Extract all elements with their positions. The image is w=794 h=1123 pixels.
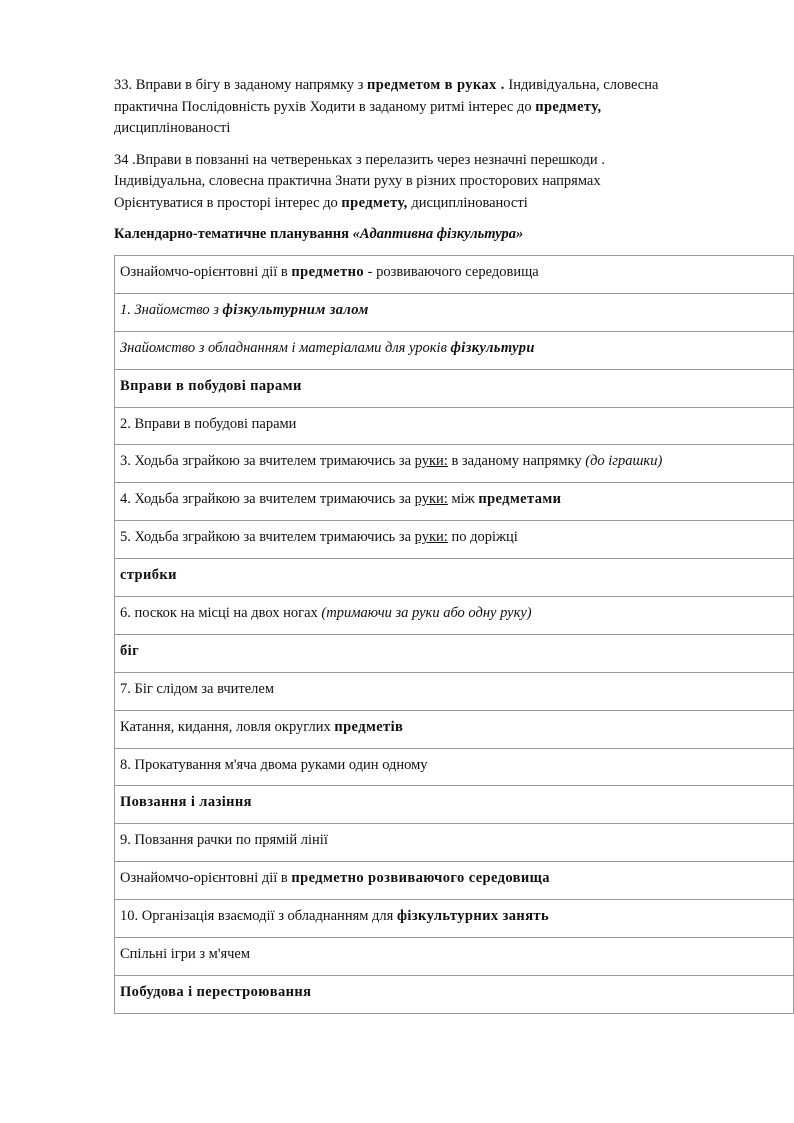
table-row: [115, 938, 794, 976]
table-cell: 3. Ходьба зграйкою за вчителем тримаючись за руки: в заданому напрямку (до іграшки): [115, 445, 794, 483]
table-row: [115, 672, 794, 710]
table-row: [115, 445, 794, 483]
bold-text: предметом в руках .: [366, 77, 505, 93]
text: практична Послідовність рухів Ходити в заданому ритмі інтерес до: [114, 98, 536, 115]
bold-text: предмету,: [341, 194, 408, 211]
table-row: [115, 369, 794, 407]
table-row: [115, 293, 794, 331]
table-row: [115, 634, 794, 672]
table-cell: 4. Ходьба зграйкою за вчителем тримаючись за руки: між предметами: [115, 483, 794, 521]
table-row: [115, 559, 794, 597]
table-row: [115, 521, 794, 559]
paragraph-33: [114, 75, 702, 140]
table-row: [115, 331, 794, 369]
table-row: [115, 256, 794, 294]
table-row: [115, 748, 794, 786]
text: дисциплінованості: [407, 194, 528, 211]
table-cell: 8. Прокатування м'яча двома руками один одному: [115, 748, 794, 786]
table-cell: 1. Знайомство з фізкультурним залом: [115, 293, 794, 331]
text: дисциплінованості: [114, 120, 231, 136]
table-row: [115, 975, 794, 1013]
section-heading: [114, 224, 702, 244]
table-row: [115, 597, 794, 635]
table-cell: Спільні ігри з м'ячем: [115, 938, 794, 976]
table-cell: 6. поскок на місці на двох ногах (тримаючи за руки або одну руку): [115, 597, 794, 635]
table-cell: Побудова і перестроювання: [115, 975, 794, 1013]
table-cell: Ознайомчо-орієнтовні дії в предметно - розвиваючого середовища: [115, 256, 794, 294]
table-row: [115, 710, 794, 748]
text: 34 .Вправи в повзанні на четвереньках з перелазить через незначні перешкоди .: [114, 151, 605, 168]
table-row: [115, 824, 794, 862]
table-cell: 7. Біг слідом за вчителем: [115, 672, 794, 710]
paragraph-34: [114, 150, 702, 215]
table-cell: 5. Ходьба зграйкою за вчителем тримаючись за руки: по доріжці: [115, 521, 794, 559]
table-cell: біг: [115, 634, 794, 672]
intro-text: [114, 75, 702, 256]
table-cell: 10. Організація взаємодії з обладнанням для фізкультурних занять: [115, 900, 794, 938]
text: 33. Вправи в бігу в заданому напрямку з: [114, 77, 367, 93]
text: Індивідуальна, словесна: [504, 77, 659, 93]
table-row: [115, 900, 794, 938]
table-cell: Ознайомчо-орієнтовні дії в предметно розвиваючого середовища: [115, 862, 794, 900]
heading-text: Календарно-тематичне планування: [114, 226, 353, 242]
table-cell: 2. Вправи в побудові парами: [115, 407, 794, 445]
table-row: [115, 483, 794, 521]
table-cell: Повзання і лазіння: [115, 786, 794, 824]
text: Індивідуальна, словесна практична Знати руху в різних просторових напрямах: [114, 173, 601, 189]
planning-table: [114, 255, 794, 1014]
table-row: [115, 786, 794, 824]
table-cell: Знайомство з обладнанням і матеріалами для уроків фізкультури: [115, 331, 794, 369]
table-cell: стрибки: [115, 559, 794, 597]
table-cell: Вправи в побудові парами: [115, 369, 794, 407]
table-cell: Катання, кидання, ловля округлих предметів: [115, 710, 794, 748]
table-row: [115, 862, 794, 900]
table-cell: 9. Повзання рачки по прямій лінії: [115, 824, 794, 862]
text: Орієнтуватися в просторі інтерес до: [114, 194, 342, 211]
bold-text: предмету,: [535, 98, 602, 115]
table-row: [115, 407, 794, 445]
heading-italic-text: «Адаптивна фізкультура»: [352, 226, 524, 242]
